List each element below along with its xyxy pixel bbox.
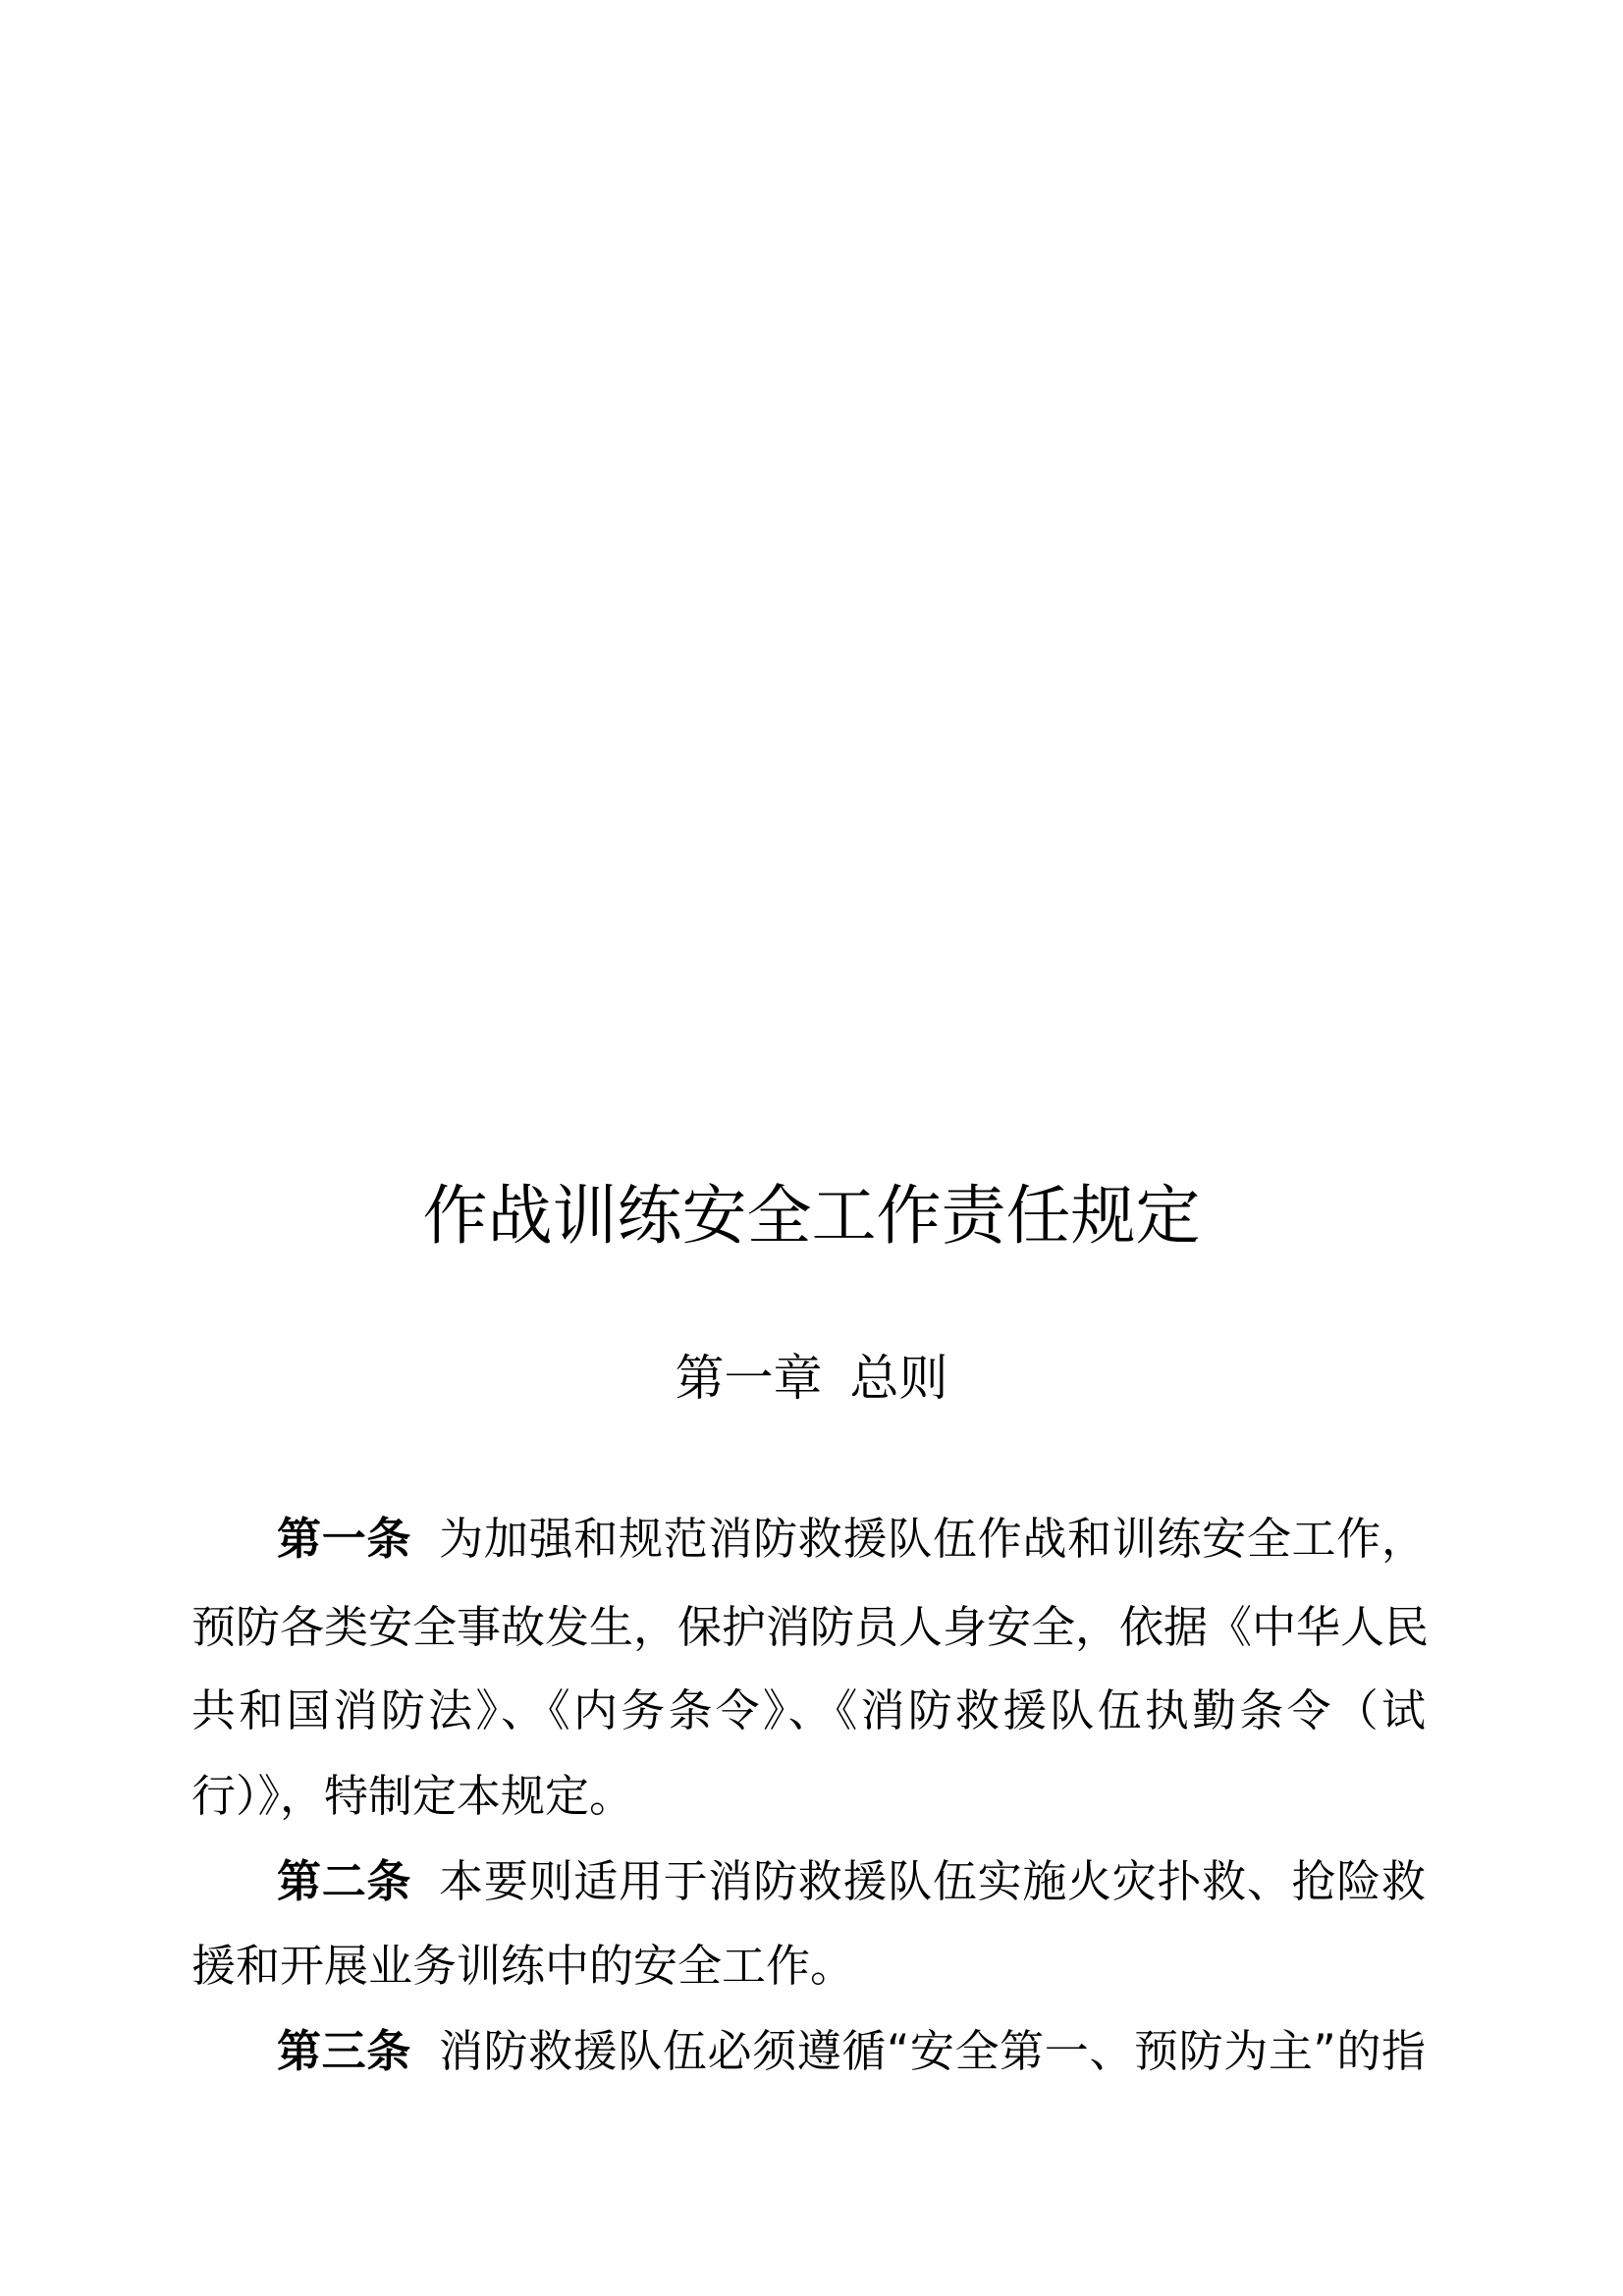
article-1-line-3: 共和国消防法》、《内务条令》、《消防救援队伍执勤条令（试: [191, 1684, 1426, 1736]
article-label: 第三条: [277, 2025, 411, 2077]
chapter-heading: [0, 1339, 1623, 1410]
article-text: 消防救援队伍必须遵循“安全第一、预防为主”的指: [438, 2025, 1426, 2077]
article-1-line-4: 行）》，特制定本规定。: [191, 1770, 634, 1822]
article-text: 为加强和规范消防救援队伍作战和训练安全工作，: [439, 1513, 1426, 1565]
article-1-line-1: [277, 1512, 1426, 1567]
chapter-number: 第一章: [675, 1350, 823, 1407]
document-title: 作战训练安全工作责任规定: [422, 1178, 1201, 1254]
article-2-line-1: [277, 1854, 1426, 1909]
article-1-line-2: 预防各类安全事故发生，保护消防员人身安全，依据《中华人民: [191, 1601, 1430, 1653]
article-label: 第二条: [277, 1855, 412, 1907]
chapter-name: 总则: [849, 1350, 948, 1407]
article-3-line-1: [277, 2024, 1426, 2079]
article-label: 第一条: [277, 1513, 412, 1565]
article-2-line-2: 援和开展业务训练中的安全工作。: [191, 1940, 855, 1992]
article-text: 本要则适用于消防救援队伍实施火灾扑救、抢险救: [439, 1855, 1426, 1907]
